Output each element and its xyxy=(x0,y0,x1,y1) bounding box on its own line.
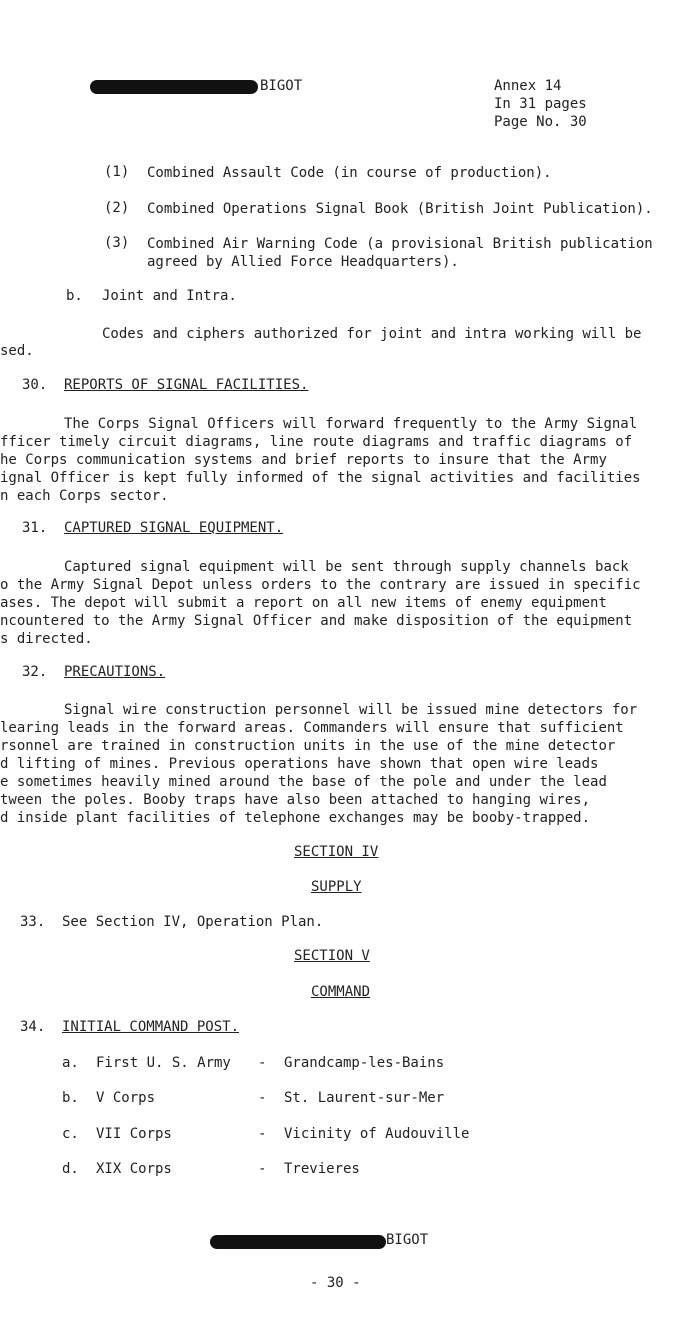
command-post-place: Trevieres xyxy=(284,1161,360,1177)
list-item-text: Combined Assault Code (in course of production). xyxy=(147,165,552,181)
command-post-unit: First U. S. Army xyxy=(96,1055,231,1071)
footer-classification: BIGOT xyxy=(386,1232,429,1248)
command-post-place: Grandcamp-les-Bains xyxy=(284,1055,445,1071)
command-post-unit: V Corps xyxy=(96,1090,156,1106)
para-34-number: 34. xyxy=(20,1019,46,1035)
command-post-dash: - xyxy=(258,1090,267,1106)
para-32-line: d inside plant facilities of telephone exchanges may be booby-trapped. xyxy=(0,810,591,826)
list-item-num: (3) xyxy=(104,235,130,251)
command-post-label: a. xyxy=(62,1055,79,1071)
para-30-line: fficer timely circuit diagrams, line route diagrams and traffic diagrams of xyxy=(0,434,633,450)
command-post-place: St. Laurent-sur-Mer xyxy=(284,1090,445,1106)
redaction-mark-bottom xyxy=(210,1235,386,1249)
para-34-title: INITIAL COMMAND POST. xyxy=(62,1019,240,1035)
para-32-title: PRECAUTIONS. xyxy=(64,664,166,680)
list-item-text: Combined Operations Signal Book (British Joint Publication). xyxy=(147,201,653,217)
para-b-title: Joint and Intra. xyxy=(102,288,237,304)
para-32-line: d lifting of mines. Previous operations have shown that open wire leads xyxy=(0,756,599,772)
command-post-dash: - xyxy=(258,1126,267,1142)
para-33-text: See Section IV, Operation Plan. xyxy=(62,914,324,930)
command-post-unit: XIX Corps xyxy=(96,1161,172,1177)
para-b-line: Codes and ciphers authorized for joint and intra working will be xyxy=(102,326,642,342)
redaction-mark-top xyxy=(90,80,258,94)
para-31-number: 31. xyxy=(22,520,48,536)
command-post-label: d. xyxy=(62,1161,79,1177)
page-count: In 31 pages xyxy=(494,96,587,112)
command-post-label: b. xyxy=(62,1090,79,1106)
list-item-num: (1) xyxy=(104,164,130,180)
para-b-line: sed. xyxy=(0,343,34,359)
para-30-line: n each Corps sector. xyxy=(0,488,169,504)
para-31-line: Captured signal equipment will be sent through supply channels back xyxy=(64,559,629,575)
para-31-line: ases. The depot will submit a report on all new items of enemy equipment xyxy=(0,595,607,611)
para-30-number: 30. xyxy=(22,377,48,393)
para-b-label: b. xyxy=(66,288,83,304)
section-heading: SECTION IV xyxy=(294,844,379,860)
section-subheading: SUPPLY xyxy=(311,879,362,895)
command-post-dash: - xyxy=(258,1055,267,1071)
list-item-text: Combined Air Warning Code (a provisional British publication xyxy=(147,236,653,252)
section-subheading: COMMAND xyxy=(311,984,371,1000)
para-31-line: ncountered to the Army Signal Officer and make disposition of the equipment xyxy=(0,613,633,629)
para-31-line: s directed. xyxy=(0,631,93,647)
command-post-label: c. xyxy=(62,1126,79,1142)
para-33-number: 33. xyxy=(20,914,46,930)
para-30-title: REPORTS OF SIGNAL FACILITIES. xyxy=(64,377,309,393)
header-classification: BIGOT xyxy=(260,78,303,94)
command-post-place: Vicinity of Audouville xyxy=(284,1126,470,1142)
command-post-dash: - xyxy=(258,1161,267,1177)
list-item-num: (2) xyxy=(104,200,130,216)
command-post-unit: VII Corps xyxy=(96,1126,172,1142)
para-30-line: ignal Officer is kept fully informed of the signal activities and facilities xyxy=(0,470,641,486)
para-32-line: tween the poles. Booby traps have also been attached to hanging wires, xyxy=(0,792,591,808)
para-32-number: 32. xyxy=(22,664,48,680)
para-30-line: The Corps Signal Officers will forward frequently to the Army Signal xyxy=(64,416,638,432)
para-32-line: rsonnel are trained in construction units in the use of the mine detector xyxy=(0,738,616,754)
para-32-line: e sometimes heavily mined around the base of the pole and under the lead xyxy=(0,774,607,790)
page-number-label: Page No. 30 xyxy=(494,114,587,130)
para-31-line: o the Army Signal Depot unless orders to the contrary are issued in specific xyxy=(0,577,641,593)
list-item-text-cont: agreed by Allied Force Headquarters). xyxy=(147,254,459,270)
section-heading: SECTION V xyxy=(294,948,370,964)
annex-label: Annex 14 xyxy=(494,78,562,94)
footer-page-number: - 30 - xyxy=(310,1275,361,1291)
para-32-line: learing leads in the forward areas. Commanders will ensure that sufficient xyxy=(0,720,624,736)
para-31-title: CAPTURED SIGNAL EQUIPMENT. xyxy=(64,520,284,536)
para-30-line: he Corps communication systems and brief reports to insure that the Army xyxy=(0,452,607,468)
para-32-line: Signal wire construction personnel will be issued mine detectors for xyxy=(64,702,638,718)
